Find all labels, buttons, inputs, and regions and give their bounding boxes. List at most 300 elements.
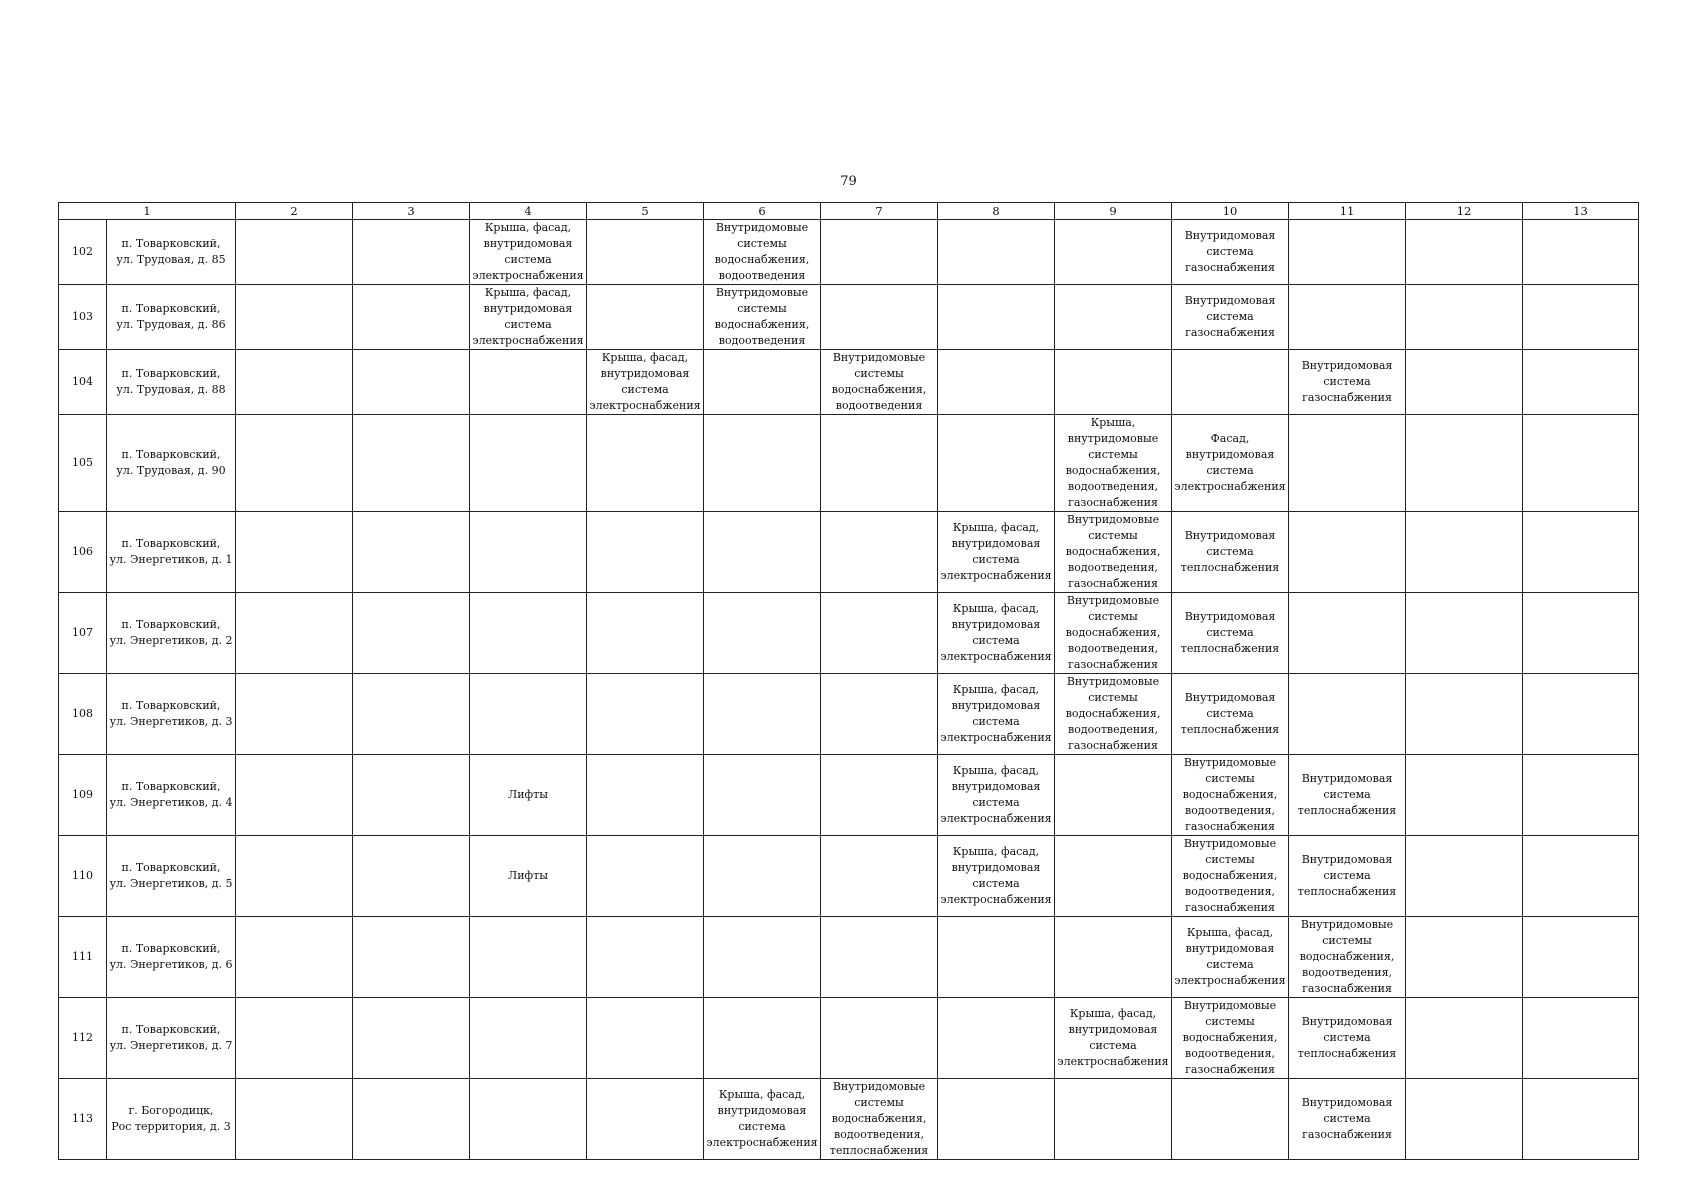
address-cell bbox=[107, 998, 236, 1079]
work-cell-col-2 bbox=[236, 998, 353, 1079]
work-cell-col-8 bbox=[938, 917, 1055, 998]
work-type-line: водоснабжения, bbox=[1065, 626, 1161, 639]
work-type-line: электроснабжения bbox=[1174, 974, 1286, 987]
work-cell-col-6 bbox=[704, 512, 821, 593]
work-cell-col-4 bbox=[470, 836, 587, 917]
address-line: ул. Энергетиков, д. 5 bbox=[109, 877, 233, 890]
work-type-line: система bbox=[1323, 869, 1371, 882]
work-type-line: система bbox=[1089, 1039, 1137, 1052]
table-row bbox=[59, 1079, 1639, 1160]
work-type-line: теплоснабжения bbox=[1297, 885, 1397, 898]
work-type-line: теплоснабжения bbox=[829, 1144, 929, 1157]
work-cell-col-8 bbox=[938, 593, 1055, 674]
work-cell-col-5 bbox=[587, 755, 704, 836]
work-type-line: Внутридомовая bbox=[1301, 359, 1393, 372]
work-cell-col-11 bbox=[1289, 512, 1406, 593]
work-cell-col-9 bbox=[1055, 415, 1172, 512]
work-type-line: водоотведения, bbox=[1185, 1047, 1276, 1060]
work-type-line: водоснабжения, bbox=[1182, 1031, 1278, 1044]
work-cell-col-10 bbox=[1172, 674, 1289, 755]
work-cell-col-2 bbox=[236, 350, 353, 415]
address-line: п. Товарковский, bbox=[121, 537, 221, 550]
work-cell-col-12 bbox=[1406, 674, 1523, 755]
work-type-line: электроснабжения bbox=[940, 893, 1052, 906]
work-cell-col-11 bbox=[1289, 220, 1406, 285]
work-cell-col-3 bbox=[353, 998, 470, 1079]
address-line: п. Товарковский, bbox=[121, 1023, 221, 1036]
work-cell-col-4 bbox=[470, 350, 587, 415]
work-cell-col-8 bbox=[938, 415, 1055, 512]
work-type-line: Внутридомовые bbox=[1066, 675, 1160, 688]
row-number: 108 bbox=[59, 674, 107, 755]
work-cell-col-10 bbox=[1172, 755, 1289, 836]
work-cell-col-4 bbox=[470, 593, 587, 674]
work-type-line: водоотведения, bbox=[1068, 642, 1159, 655]
work-cell-col-13 bbox=[1523, 350, 1639, 415]
work-type-line: газоснабжения bbox=[1302, 1128, 1392, 1141]
work-cell-col-5 bbox=[587, 220, 704, 285]
work-type-line: Крыша, bbox=[1090, 416, 1136, 429]
row-number: 109 bbox=[59, 755, 107, 836]
work-cell-col-10 bbox=[1172, 998, 1289, 1079]
address-line: ул. Трудовая, д. 85 bbox=[116, 253, 226, 266]
work-type-line: системы bbox=[1205, 1015, 1255, 1028]
address-cell bbox=[107, 512, 236, 593]
work-type-line: система bbox=[504, 253, 552, 266]
table-row bbox=[59, 917, 1639, 998]
work-cell-col-11 bbox=[1289, 755, 1406, 836]
work-type-line: Крыша, фасад, bbox=[952, 764, 1040, 777]
work-type-line: внутридомовая bbox=[1068, 1023, 1158, 1036]
work-cell-col-5 bbox=[587, 836, 704, 917]
work-type-line: водоотведения bbox=[718, 334, 806, 347]
work-type-line: электроснабжения bbox=[940, 731, 1052, 744]
table-row bbox=[59, 285, 1639, 350]
work-cell-col-8 bbox=[938, 836, 1055, 917]
address-cell bbox=[107, 917, 236, 998]
work-type-line: Внутридомовая bbox=[1184, 610, 1276, 623]
work-type-line: Крыша, фасад, bbox=[601, 351, 689, 364]
address-cell bbox=[107, 415, 236, 512]
table-row bbox=[59, 998, 1639, 1079]
work-type-line: Внутридомовые bbox=[715, 286, 809, 299]
work-cell-col-3 bbox=[353, 755, 470, 836]
work-type-line: водоснабжения, bbox=[1065, 545, 1161, 558]
work-cell-col-7 bbox=[821, 350, 938, 415]
work-cell-col-13 bbox=[1523, 1079, 1639, 1160]
work-cell-col-8 bbox=[938, 512, 1055, 593]
work-type-line: Фасад, bbox=[1210, 432, 1250, 445]
work-cell-col-13 bbox=[1523, 674, 1639, 755]
address-line: п. Товарковский, bbox=[121, 448, 221, 461]
work-type-line: Крыша, фасад, bbox=[484, 286, 572, 299]
work-type-line: система bbox=[972, 877, 1020, 890]
work-type-line: водоснабжения, bbox=[1182, 788, 1278, 801]
work-type-line: Внутридомовая bbox=[1301, 772, 1393, 785]
column-header-8: 8 bbox=[938, 203, 1055, 220]
work-cell-col-3 bbox=[353, 512, 470, 593]
address-line: ул. Энергетиков, д. 4 bbox=[109, 796, 233, 809]
work-cell-col-13 bbox=[1523, 755, 1639, 836]
column-header-4: 4 bbox=[470, 203, 587, 220]
address-line: п. Товарковский, bbox=[121, 942, 221, 955]
work-type-line: системы bbox=[1088, 529, 1138, 542]
work-type-line: водоснабжения, bbox=[1182, 869, 1278, 882]
work-type-line: внутридомовая bbox=[951, 618, 1041, 631]
work-cell-col-2 bbox=[236, 285, 353, 350]
table-row bbox=[59, 755, 1639, 836]
work-type-line: система bbox=[1206, 958, 1254, 971]
work-type-line: Крыша, фасад, bbox=[952, 521, 1040, 534]
work-cell-col-7 bbox=[821, 512, 938, 593]
work-cell-col-3 bbox=[353, 836, 470, 917]
work-cell-col-6 bbox=[704, 415, 821, 512]
column-header-11: 11 bbox=[1289, 203, 1406, 220]
work-type-line: система bbox=[1206, 707, 1254, 720]
work-cell-col-10 bbox=[1172, 593, 1289, 674]
work-cell-col-5 bbox=[587, 415, 704, 512]
work-type-line: газоснабжения bbox=[1302, 982, 1392, 995]
table-row bbox=[59, 593, 1639, 674]
work-type-line: системы bbox=[1205, 853, 1255, 866]
work-cell-col-6 bbox=[704, 917, 821, 998]
work-type-line: система bbox=[621, 383, 669, 396]
work-cell-col-2 bbox=[236, 512, 353, 593]
address-line: п. Товарковский, bbox=[121, 302, 221, 315]
table-row bbox=[59, 674, 1639, 755]
work-cell-col-10 bbox=[1172, 220, 1289, 285]
column-header-1: 1 bbox=[59, 203, 236, 220]
work-type-line: внутридомовая bbox=[1185, 942, 1275, 955]
table-row bbox=[59, 415, 1639, 512]
work-cell-col-6 bbox=[704, 1079, 821, 1160]
work-type-line: газоснабжения bbox=[1068, 739, 1158, 752]
work-cell-col-11 bbox=[1289, 593, 1406, 674]
work-type-line: электроснабжения bbox=[1174, 480, 1286, 493]
address-line: п. Товарковский, bbox=[121, 861, 221, 874]
work-type-line: система bbox=[1323, 788, 1371, 801]
work-type-line: система bbox=[972, 796, 1020, 809]
work-cell-col-12 bbox=[1406, 998, 1523, 1079]
work-type-line: газоснабжения bbox=[1185, 901, 1275, 914]
work-type-line: системы bbox=[854, 1096, 904, 1109]
work-cell-col-2 bbox=[236, 755, 353, 836]
work-cell-col-13 bbox=[1523, 836, 1639, 917]
work-cell-col-4 bbox=[470, 917, 587, 998]
work-type-line: электроснабжения bbox=[940, 812, 1052, 825]
work-type-line: Внутридомовые bbox=[832, 1080, 926, 1093]
work-cell-col-10 bbox=[1172, 512, 1289, 593]
work-type-line: система bbox=[972, 553, 1020, 566]
work-cell-col-2 bbox=[236, 836, 353, 917]
work-cell-col-12 bbox=[1406, 755, 1523, 836]
work-type-line: внутридомовые bbox=[1067, 432, 1159, 445]
work-type-line: Внутридомовая bbox=[1184, 294, 1276, 307]
table-row bbox=[59, 836, 1639, 917]
address-line: ул. Энергетиков, д. 3 bbox=[109, 715, 233, 728]
work-type-line: водоотведения, bbox=[834, 1128, 925, 1141]
work-type-line: водоотведения, bbox=[1185, 804, 1276, 817]
work-cell-col-2 bbox=[236, 917, 353, 998]
work-cell-col-6 bbox=[704, 285, 821, 350]
work-cell-col-3 bbox=[353, 350, 470, 415]
work-type-line: водоотведения, bbox=[1068, 561, 1159, 574]
work-type-line: системы bbox=[1205, 772, 1255, 785]
work-type-line: водоснабжения, bbox=[714, 253, 810, 266]
work-cell-col-7 bbox=[821, 415, 938, 512]
work-cell-col-5 bbox=[587, 1079, 704, 1160]
work-cell-col-7 bbox=[821, 1079, 938, 1160]
work-type-line: система bbox=[1323, 1031, 1371, 1044]
work-type-line: газоснабжения bbox=[1302, 391, 1392, 404]
work-cell-col-6 bbox=[704, 350, 821, 415]
work-type-line: системы bbox=[737, 237, 787, 250]
work-type-line: Внутридомовые bbox=[1183, 837, 1277, 850]
row-number: 111 bbox=[59, 917, 107, 998]
work-type-line: Крыша, фасад, bbox=[952, 845, 1040, 858]
work-cell-col-4 bbox=[470, 285, 587, 350]
work-cell-col-3 bbox=[353, 220, 470, 285]
work-cell-col-12 bbox=[1406, 593, 1523, 674]
address-line: ул. Энергетиков, д. 1 bbox=[109, 553, 233, 566]
work-type-line: Внутридомовые bbox=[1300, 918, 1394, 931]
work-cell-col-10 bbox=[1172, 917, 1289, 998]
work-type-line: Внутридомовые bbox=[1066, 513, 1160, 526]
work-cell-col-13 bbox=[1523, 593, 1639, 674]
work-type-line: электроснабжения bbox=[940, 650, 1052, 663]
work-type-line: Внутридомовая bbox=[1184, 529, 1276, 542]
work-type-line: Крыша, фасад, bbox=[952, 602, 1040, 615]
work-type-line: газоснабжения bbox=[1185, 1063, 1275, 1076]
address-cell bbox=[107, 1079, 236, 1160]
work-type-line: внутридомовая bbox=[951, 537, 1041, 550]
work-cell-col-5 bbox=[587, 512, 704, 593]
work-cell-col-9 bbox=[1055, 917, 1172, 998]
work-type-line: электроснабжения bbox=[472, 334, 584, 347]
work-type-line: Крыша, фасад, bbox=[1186, 926, 1274, 939]
work-cell-col-3 bbox=[353, 1079, 470, 1160]
work-cell-col-13 bbox=[1523, 220, 1639, 285]
table-row bbox=[59, 350, 1639, 415]
work-cell-col-8 bbox=[938, 674, 1055, 755]
repair-schedule-table bbox=[58, 202, 1639, 1160]
work-cell-col-11 bbox=[1289, 285, 1406, 350]
work-cell-col-3 bbox=[353, 415, 470, 512]
work-cell-col-3 bbox=[353, 593, 470, 674]
address-line: п. Товарковский, bbox=[121, 237, 221, 250]
work-type-line: Крыша, фасад, bbox=[484, 221, 572, 234]
work-type-line: газоснабжения bbox=[1068, 658, 1158, 671]
work-cell-col-7 bbox=[821, 285, 938, 350]
work-type-line: водоотведения, bbox=[1302, 966, 1393, 979]
work-cell-col-11 bbox=[1289, 998, 1406, 1079]
work-cell-col-9 bbox=[1055, 593, 1172, 674]
work-type-line: системы bbox=[737, 302, 787, 315]
work-type-line: система bbox=[504, 318, 552, 331]
work-type-line: система bbox=[1206, 545, 1254, 558]
work-cell-col-8 bbox=[938, 220, 1055, 285]
work-cell-col-13 bbox=[1523, 998, 1639, 1079]
table-row bbox=[59, 512, 1639, 593]
work-cell-col-4 bbox=[470, 512, 587, 593]
work-cell-col-12 bbox=[1406, 415, 1523, 512]
address-line: ул. Трудовая, д. 86 bbox=[116, 318, 226, 331]
work-cell-col-12 bbox=[1406, 220, 1523, 285]
work-cell-col-13 bbox=[1523, 512, 1639, 593]
work-cell-col-9 bbox=[1055, 512, 1172, 593]
work-cell-col-9 bbox=[1055, 836, 1172, 917]
work-cell-col-13 bbox=[1523, 285, 1639, 350]
row-number: 102 bbox=[59, 220, 107, 285]
work-type-line: водоотведения bbox=[718, 269, 806, 282]
work-type-line: теплоснабжения bbox=[1180, 642, 1280, 655]
row-number: 112 bbox=[59, 998, 107, 1079]
work-cell-col-12 bbox=[1406, 350, 1523, 415]
row-number: 105 bbox=[59, 415, 107, 512]
work-cell-col-8 bbox=[938, 1079, 1055, 1160]
work-cell-col-9 bbox=[1055, 350, 1172, 415]
work-cell-col-4 bbox=[470, 220, 587, 285]
work-cell-col-11 bbox=[1289, 674, 1406, 755]
work-type-line: электроснабжения bbox=[589, 399, 701, 412]
column-header-13: 13 bbox=[1523, 203, 1639, 220]
work-type-line: водоснабжения, bbox=[1065, 464, 1161, 477]
address-line: г. Богородицк, bbox=[128, 1104, 214, 1117]
page-number: 79 bbox=[840, 174, 857, 189]
work-type-line: водоснабжения, bbox=[1299, 950, 1395, 963]
work-cell-col-13 bbox=[1523, 415, 1639, 512]
work-cell-col-5 bbox=[587, 998, 704, 1079]
work-type-line: Внутридомовая bbox=[1184, 229, 1276, 242]
address-line: ул. Энергетиков, д. 6 bbox=[109, 958, 233, 971]
work-cell-col-9 bbox=[1055, 285, 1172, 350]
work-cell-col-10 bbox=[1172, 415, 1289, 512]
work-cell-col-8 bbox=[938, 998, 1055, 1079]
work-cell-col-6 bbox=[704, 593, 821, 674]
work-cell-col-7 bbox=[821, 836, 938, 917]
work-type-line: система bbox=[1323, 375, 1371, 388]
address-line: ул. Трудовая, д. 90 bbox=[116, 464, 226, 477]
row-number: 104 bbox=[59, 350, 107, 415]
work-type-line: Внутридомовые bbox=[1066, 594, 1160, 607]
work-type-line: Внутридомовая bbox=[1301, 853, 1393, 866]
work-cell-col-12 bbox=[1406, 285, 1523, 350]
address-cell bbox=[107, 285, 236, 350]
work-type-line: водоотведения, bbox=[1068, 480, 1159, 493]
work-type-line: Внутридомовая bbox=[1301, 1015, 1393, 1028]
work-cell-col-9 bbox=[1055, 674, 1172, 755]
work-type-line: внутридомовая bbox=[717, 1104, 807, 1117]
work-type-line: теплоснабжения bbox=[1297, 804, 1397, 817]
work-cell-col-6 bbox=[704, 836, 821, 917]
column-header-5: 5 bbox=[587, 203, 704, 220]
work-type-line: водоснабжения, bbox=[1065, 707, 1161, 720]
address-cell bbox=[107, 755, 236, 836]
address-line: п. Товарковский, bbox=[121, 618, 221, 631]
column-header-6: 6 bbox=[704, 203, 821, 220]
work-cell-col-7 bbox=[821, 917, 938, 998]
work-type-line: системы bbox=[1322, 934, 1372, 947]
work-type-line: внутридомовая bbox=[951, 780, 1041, 793]
work-type-line: теплоснабжения bbox=[1180, 561, 1280, 574]
work-type-line: Внутридомовая bbox=[1184, 691, 1276, 704]
row-number: 106 bbox=[59, 512, 107, 593]
work-type-line: Внутридомовые bbox=[832, 351, 926, 364]
work-type-line: система bbox=[1206, 310, 1254, 323]
work-type-line: внутридомовая bbox=[483, 237, 573, 250]
work-cell-col-4 bbox=[470, 1079, 587, 1160]
work-type-line: газоснабжения bbox=[1068, 496, 1158, 509]
work-cell-col-2 bbox=[236, 220, 353, 285]
work-cell-col-11 bbox=[1289, 917, 1406, 998]
work-type-line: система bbox=[738, 1120, 786, 1133]
address-line: Рос территория, д. 3 bbox=[111, 1120, 231, 1133]
work-type-line: водоотведения, bbox=[1185, 885, 1276, 898]
work-type-line: Крыша, фасад, bbox=[952, 683, 1040, 696]
work-type-line: электроснабжения bbox=[1057, 1055, 1169, 1068]
work-cell-col-9 bbox=[1055, 755, 1172, 836]
column-header-3: 3 bbox=[353, 203, 470, 220]
column-header-12: 12 bbox=[1406, 203, 1523, 220]
work-type-line: системы bbox=[1088, 610, 1138, 623]
column-header-10: 10 bbox=[1172, 203, 1289, 220]
row-number: 113 bbox=[59, 1079, 107, 1160]
work-cell-col-7 bbox=[821, 220, 938, 285]
work-cell-col-12 bbox=[1406, 917, 1523, 998]
work-type-line: теплоснабжения bbox=[1297, 1047, 1397, 1060]
work-type-line: электроснабжения bbox=[940, 569, 1052, 582]
address-cell bbox=[107, 593, 236, 674]
work-cell-col-6 bbox=[704, 674, 821, 755]
work-type-line: система bbox=[1323, 1112, 1371, 1125]
work-cell-col-9 bbox=[1055, 998, 1172, 1079]
work-cell-col-6 bbox=[704, 755, 821, 836]
work-type-line: система bbox=[972, 634, 1020, 647]
work-cell-col-12 bbox=[1406, 836, 1523, 917]
work-type-line: система bbox=[1206, 464, 1254, 477]
work-cell-col-4 bbox=[470, 755, 587, 836]
work-type-line: внутридомовая bbox=[483, 302, 573, 315]
work-type-line: водоотведения, bbox=[1068, 723, 1159, 736]
work-cell-col-5 bbox=[587, 917, 704, 998]
work-cell-col-2 bbox=[236, 1079, 353, 1160]
work-cell-col-12 bbox=[1406, 512, 1523, 593]
address-cell bbox=[107, 350, 236, 415]
work-type-line: внутридомовая bbox=[600, 367, 690, 380]
work-cell-col-2 bbox=[236, 415, 353, 512]
table-row bbox=[59, 220, 1639, 285]
work-cell-col-10 bbox=[1172, 285, 1289, 350]
work-type-line: Внутридомовые bbox=[1183, 999, 1277, 1012]
work-cell-col-5 bbox=[587, 350, 704, 415]
work-cell-col-3 bbox=[353, 674, 470, 755]
work-type-line: газоснабжения bbox=[1185, 820, 1275, 833]
work-type-line: система bbox=[972, 715, 1020, 728]
work-cell-col-4 bbox=[470, 998, 587, 1079]
work-type-line: Внутридомовая bbox=[1301, 1096, 1393, 1109]
work-cell-col-8 bbox=[938, 285, 1055, 350]
work-type-line: электроснабжения bbox=[472, 269, 584, 282]
row-number: 110 bbox=[59, 836, 107, 917]
work-cell-col-7 bbox=[821, 593, 938, 674]
work-cell-col-5 bbox=[587, 674, 704, 755]
work-cell-col-3 bbox=[353, 285, 470, 350]
work-cell-col-2 bbox=[236, 674, 353, 755]
work-cell-col-5 bbox=[587, 285, 704, 350]
work-type-line: Внутридомовые bbox=[715, 221, 809, 234]
column-header-2: 2 bbox=[236, 203, 353, 220]
address-cell bbox=[107, 674, 236, 755]
